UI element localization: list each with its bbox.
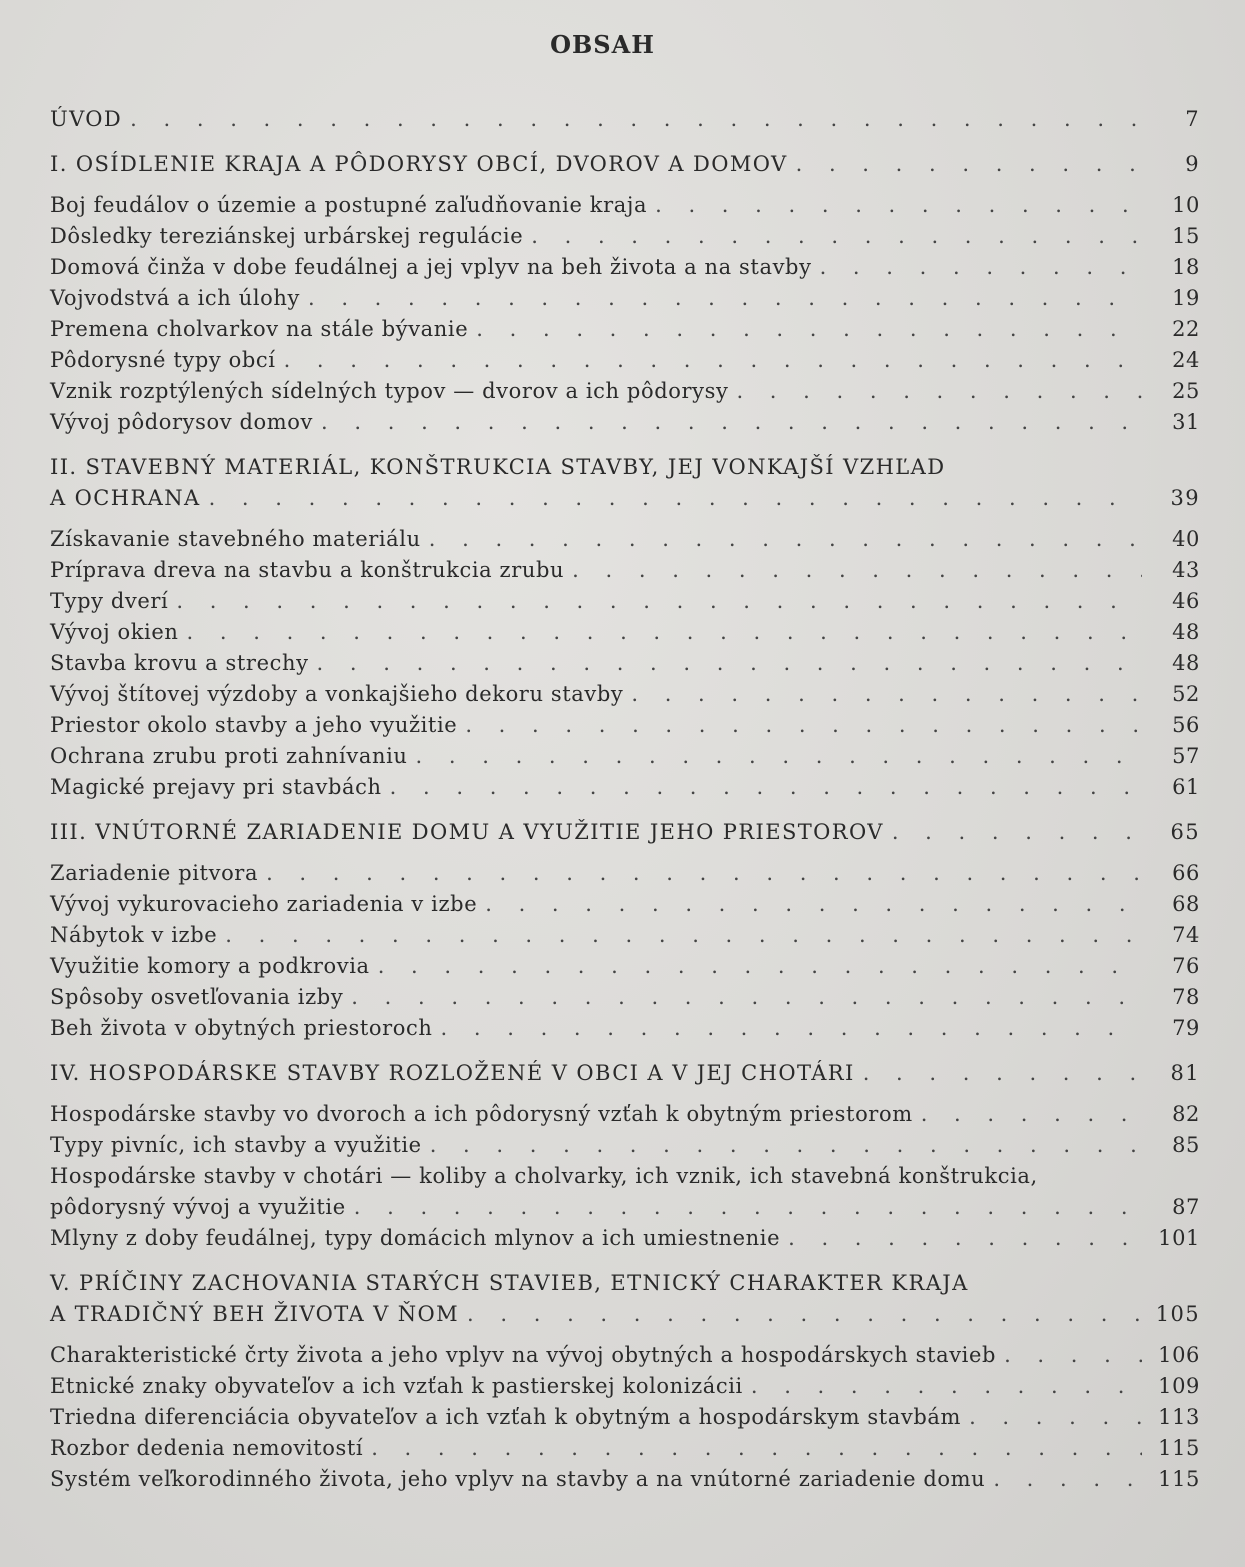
dot-leader [130, 107, 1142, 131]
dot-leader [631, 682, 1142, 706]
toc-page-number: 46 [1172, 589, 1200, 613]
table-of-contents [50, 100, 1200, 1491]
dot-leader [751, 1374, 1142, 1398]
toc-page-number: 40 [1172, 527, 1200, 551]
dot-leader [266, 861, 1142, 885]
toc-entry [50, 644, 1200, 675]
dot-leader [993, 1467, 1142, 1491]
spacer [50, 510, 1200, 520]
dot-leader [225, 923, 1142, 947]
toc-entry-text: Spôsoby osvetľovania izby [50, 985, 344, 1009]
toc-entry [50, 248, 1200, 279]
toc-page-number: 68 [1172, 892, 1200, 916]
toc-chapter [50, 813, 1200, 844]
toc-entry-text: Typy pivníc, ich stavby a využitie [50, 1133, 422, 1157]
toc-entry-text: Etnické znaky obyvateľov a ich vzťah k pastierskej kolonizácii [50, 1374, 743, 1398]
toc-entry [50, 1126, 1200, 1157]
toc-page-number: 105 [1155, 1302, 1200, 1326]
toc-entry-text: Magické prejavy pri stavbách [50, 775, 382, 799]
toc-page-number: 76 [1172, 954, 1200, 978]
toc-entry [50, 675, 1200, 706]
dot-leader [467, 1302, 1142, 1326]
toc-entry [50, 706, 1200, 737]
toc-page-number: 85 [1172, 1133, 1200, 1157]
toc-entry [50, 737, 1200, 768]
dot-leader [430, 1133, 1142, 1157]
toc-entry [50, 1367, 1200, 1398]
toc-entry-text: A TRADIČNÝ BEH ŽIVOTA V ŇOM [50, 1302, 460, 1326]
toc-entry-text: A OCHRANA [50, 486, 201, 510]
toc-entry [50, 341, 1200, 372]
toc-entry [50, 916, 1200, 947]
dot-leader [863, 1061, 1142, 1085]
dot-leader [465, 713, 1142, 737]
dot-leader [531, 224, 1142, 248]
toc-entry-text: ÚVOD [50, 107, 123, 131]
toc-page-number: 43 [1172, 558, 1200, 582]
toc-page-number: 78 [1172, 985, 1200, 1009]
toc-page-number: 115 [1158, 1436, 1200, 1460]
toc-entry-text: Triedna diferenciácia obyvateľov a ich vzťah k obytným a hospodárskym stavbám [50, 1405, 962, 1429]
toc-page-number: 106 [1158, 1343, 1200, 1367]
toc-entry-text: Typy dverí [50, 589, 169, 613]
toc-entry-text: Vojvodstvá a ich úlohy [50, 286, 300, 310]
toc-entry-text: Premena cholvarkov na stále bývanie [50, 317, 469, 341]
dot-leader [429, 527, 1142, 551]
dot-leader [378, 954, 1142, 978]
toc-entry-text: Hospodárske stavby vo dvoroch a ich pôdorysný vzťah k obytným priestorom [50, 1102, 913, 1126]
dot-leader [441, 1016, 1142, 1040]
toc-entry [50, 1460, 1200, 1491]
toc-page-number: 48 [1172, 651, 1200, 675]
toc-page-number: 7 [1185, 107, 1200, 131]
toc-entry-text: Ochrana zrubu proti zahnívaniu [50, 744, 408, 768]
toc-page-number: 82 [1172, 1102, 1200, 1126]
toc-entry-text: Príprava dreva na stavbu a konštrukcia zrubu [50, 558, 565, 582]
dot-leader [788, 1226, 1142, 1250]
toc-entry [50, 1095, 1200, 1126]
toc-page-number: 18 [1172, 255, 1200, 279]
dot-leader [371, 1436, 1142, 1460]
toc-page-number: 24 [1172, 348, 1200, 372]
spacer [50, 434, 1200, 448]
toc-entry [50, 1336, 1200, 1367]
toc-entry [50, 885, 1200, 916]
toc-page-number: 109 [1158, 1374, 1200, 1398]
toc-entry [50, 768, 1200, 799]
toc-entry [50, 372, 1200, 403]
toc-chapter [50, 1054, 1200, 1085]
toc-entry-text: Rozbor dedenia nemovitostí [50, 1436, 364, 1460]
toc-page-number: 57 [1172, 744, 1200, 768]
toc-entry-text: Získavanie stavebného materiálu [50, 527, 421, 551]
toc-page-number: 87 [1172, 1195, 1200, 1219]
toc-entry [50, 613, 1200, 644]
toc-page-number: 52 [1172, 682, 1200, 706]
toc-entry-text: Vznik rozptýlených sídelných typov — dvorov a ich pôdorysy [50, 379, 729, 403]
dot-leader [572, 558, 1142, 582]
page-title: OBSAH [550, 30, 655, 59]
toc-entry [50, 1429, 1200, 1460]
dot-leader [820, 255, 1142, 279]
toc-entry-text: Domová činža v dobe feudálnej a jej vplyv na beh života a na stavby [50, 255, 812, 279]
toc-chapter [50, 1295, 1200, 1326]
dot-leader [736, 379, 1142, 403]
toc-page-number: 56 [1172, 713, 1200, 737]
toc-chapter [50, 479, 1200, 510]
toc-page-number: 81 [1170, 1061, 1200, 1085]
toc-entry-text: Nábytok v izbe [50, 923, 218, 947]
toc-entry [50, 978, 1200, 1009]
toc-entry-text: Mlyny z doby feudálnej, typy domácich mlynov a ich umiestnenie [50, 1226, 781, 1250]
spacer [50, 1250, 1200, 1264]
spacer [50, 844, 1200, 854]
toc-page-number: 65 [1170, 820, 1200, 844]
toc-page-number: 10 [1172, 193, 1200, 217]
dot-leader [485, 892, 1142, 916]
toc-entry [50, 1219, 1200, 1250]
toc-entry [50, 403, 1200, 434]
toc-entry [50, 1009, 1200, 1040]
toc-entry-text: Stavba krovu a strechy [50, 651, 309, 675]
toc-entry-text: pôdorysný vývoj a využitie [50, 1195, 346, 1219]
toc-entry-text: Systém veľkorodinného života, jeho vplyv na stavby a na vnútorné zariadenie domu [50, 1467, 986, 1491]
toc-entry-text: Charakteristické črty života a jeho vplyv na vývoj obytných a hospodárskych stavieb [50, 1343, 997, 1367]
toc-entry [50, 947, 1200, 978]
toc-page-number: 19 [1172, 286, 1200, 310]
chapter-heading: V. PRÍČINY ZACHOVANIA STARÝCH STAVIEB, ETNICKÝ CHARAKTER KRAJA [50, 1271, 969, 1295]
toc-entry-text: Boj feudálov o územie a postupné zaľudňovanie kraja [50, 193, 648, 217]
toc-chapter [50, 145, 1200, 176]
toc-entry-text: Beh života v obytných priestoroch [50, 1016, 433, 1040]
toc-page-number: 115 [1158, 1467, 1200, 1491]
dot-leader [176, 589, 1142, 613]
toc-entry-text: Vývoj okien [50, 620, 179, 644]
toc-page-number: 113 [1158, 1405, 1200, 1429]
toc-entry-text: I. OSÍDLENIE KRAJA A PÔDORYSY OBCÍ, DVOROV A DOMOV [50, 152, 788, 176]
dot-leader [476, 317, 1142, 341]
toc-page-number: 9 [1185, 152, 1200, 176]
toc-entry [50, 1188, 1200, 1219]
toc-page-number: 31 [1172, 410, 1200, 434]
toc-page-number: 22 [1172, 317, 1200, 341]
dot-leader [321, 410, 1142, 434]
dot-leader [209, 486, 1142, 510]
spacer [50, 1326, 1200, 1336]
toc-page-number: 66 [1172, 861, 1200, 885]
toc-entry-text: IV. HOSPODÁRSKE STAVBY ROZLOŽENÉ V OBCI A V JEJ CHOTÁRI [50, 1061, 855, 1085]
dot-leader [796, 152, 1142, 176]
toc-entry-text: Vývoj štítovej výzdoby a vonkajšieho dekoru stavby [50, 682, 624, 706]
toc-entry [50, 279, 1200, 310]
dot-leader [351, 985, 1142, 1009]
dot-leader [655, 193, 1142, 217]
dot-leader [284, 348, 1142, 372]
toc-page-number: 25 [1172, 379, 1200, 403]
spacer [50, 1085, 1200, 1095]
toc-entry-text: Vývoj pôdorysov domov [50, 410, 314, 434]
toc-entry [50, 582, 1200, 613]
dot-leader [416, 744, 1142, 768]
spacer [50, 176, 1200, 186]
toc-entry-text: Priestor okolo stavby a jeho využitie [50, 713, 458, 737]
dot-leader [354, 1195, 1142, 1219]
dot-leader [317, 651, 1142, 675]
toc-page-number: 48 [1172, 620, 1200, 644]
toc-page-number: 79 [1172, 1016, 1200, 1040]
toc-entry-text: Zariadenie pitvora [50, 861, 259, 885]
toc-page-number: 15 [1172, 224, 1200, 248]
dot-leader [969, 1405, 1142, 1429]
toc-page-number: 61 [1172, 775, 1200, 799]
toc-entry [50, 854, 1200, 885]
dot-leader [390, 775, 1142, 799]
toc-entry-text: Dôsledky tereziánskej urbárskej regulácie [50, 224, 524, 248]
dot-leader [308, 286, 1142, 310]
toc-entry-text: III. VNÚTORNÉ ZARIADENIE DOMU A VYUŽITIE JEHO PRIESTOROV [50, 820, 884, 844]
toc-entry [50, 217, 1200, 248]
dot-leader [921, 1102, 1142, 1126]
spacer [50, 131, 1200, 145]
toc-entry [50, 520, 1200, 551]
toc-entry-text: Využitie komory a podkrovia [50, 954, 370, 978]
dot-leader [892, 820, 1142, 844]
spacer [50, 1040, 1200, 1054]
toc-entry-text: Vývoj vykurovacieho zariadenia v izbe [50, 892, 478, 916]
toc-entry [50, 1398, 1200, 1429]
toc-entry [50, 310, 1200, 341]
toc-entry [50, 186, 1200, 217]
dot-leader [187, 620, 1142, 644]
toc-entry [50, 551, 1200, 582]
toc-entry-text: Pôdorysné typy obcí [50, 348, 276, 372]
spacer [50, 799, 1200, 813]
toc-page-number: 74 [1172, 923, 1200, 947]
dot-leader [1004, 1343, 1142, 1367]
chapter-heading: II. STAVEBNÝ MATERIÁL, KONŠTRUKCIA STAVBY, JEJ VONKAJŠÍ VZHĽAD [50, 455, 946, 479]
toc-page-number: 101 [1158, 1226, 1200, 1250]
toc-entry-text: Hospodárske stavby v chotári — koliby a cholvarky, ich vznik, ich stavebná konštrukcia, [50, 1164, 1038, 1188]
toc-page-number: 39 [1170, 486, 1200, 510]
toc-chapter [50, 100, 1200, 131]
